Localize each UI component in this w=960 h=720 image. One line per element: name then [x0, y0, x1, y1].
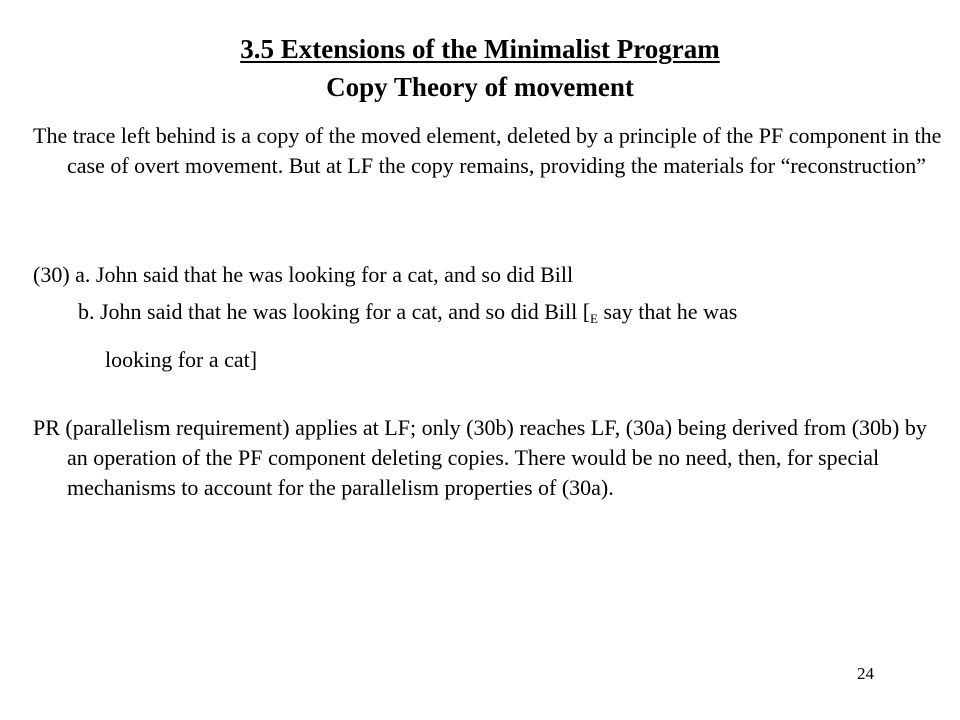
paragraph-copy-theory: The trace left behind is a copy of the moved element, deleted by a principle of the PF component in the case of overt movement. But at LF the copy remains, providing the materials for “reconstruction”: [33, 123, 942, 178]
example-30b-suffix: say that he was: [597, 299, 738, 324]
example-30b-prefix: b. John said that he was looking for a cat, and so did Bill [: [78, 299, 591, 324]
example-30b-continuation: looking for a cat]: [105, 347, 258, 372]
paragraph-parallelism: PR (parallelism requirement) applies at LF; only (30b) reaches LF, (30a) being derived from (30b) by an operation of the PF component deleting copies. There would be no need, then, for special mechanisms to account for the parallelism properties of (30a).: [33, 415, 927, 500]
slide-subtitle: Copy Theory of movement: [326, 72, 634, 102]
example-30a: (30) a. John said that he was looking for a cat, and so did Bill: [33, 262, 574, 287]
title-block: [0, 30, 960, 106]
example-30b: [78, 297, 737, 334]
slide-title: 3.5 Extensions of the Minimalist Program: [240, 34, 720, 64]
page-number: 24: [857, 664, 874, 683]
example-30b-subscript: E: [590, 311, 598, 326]
